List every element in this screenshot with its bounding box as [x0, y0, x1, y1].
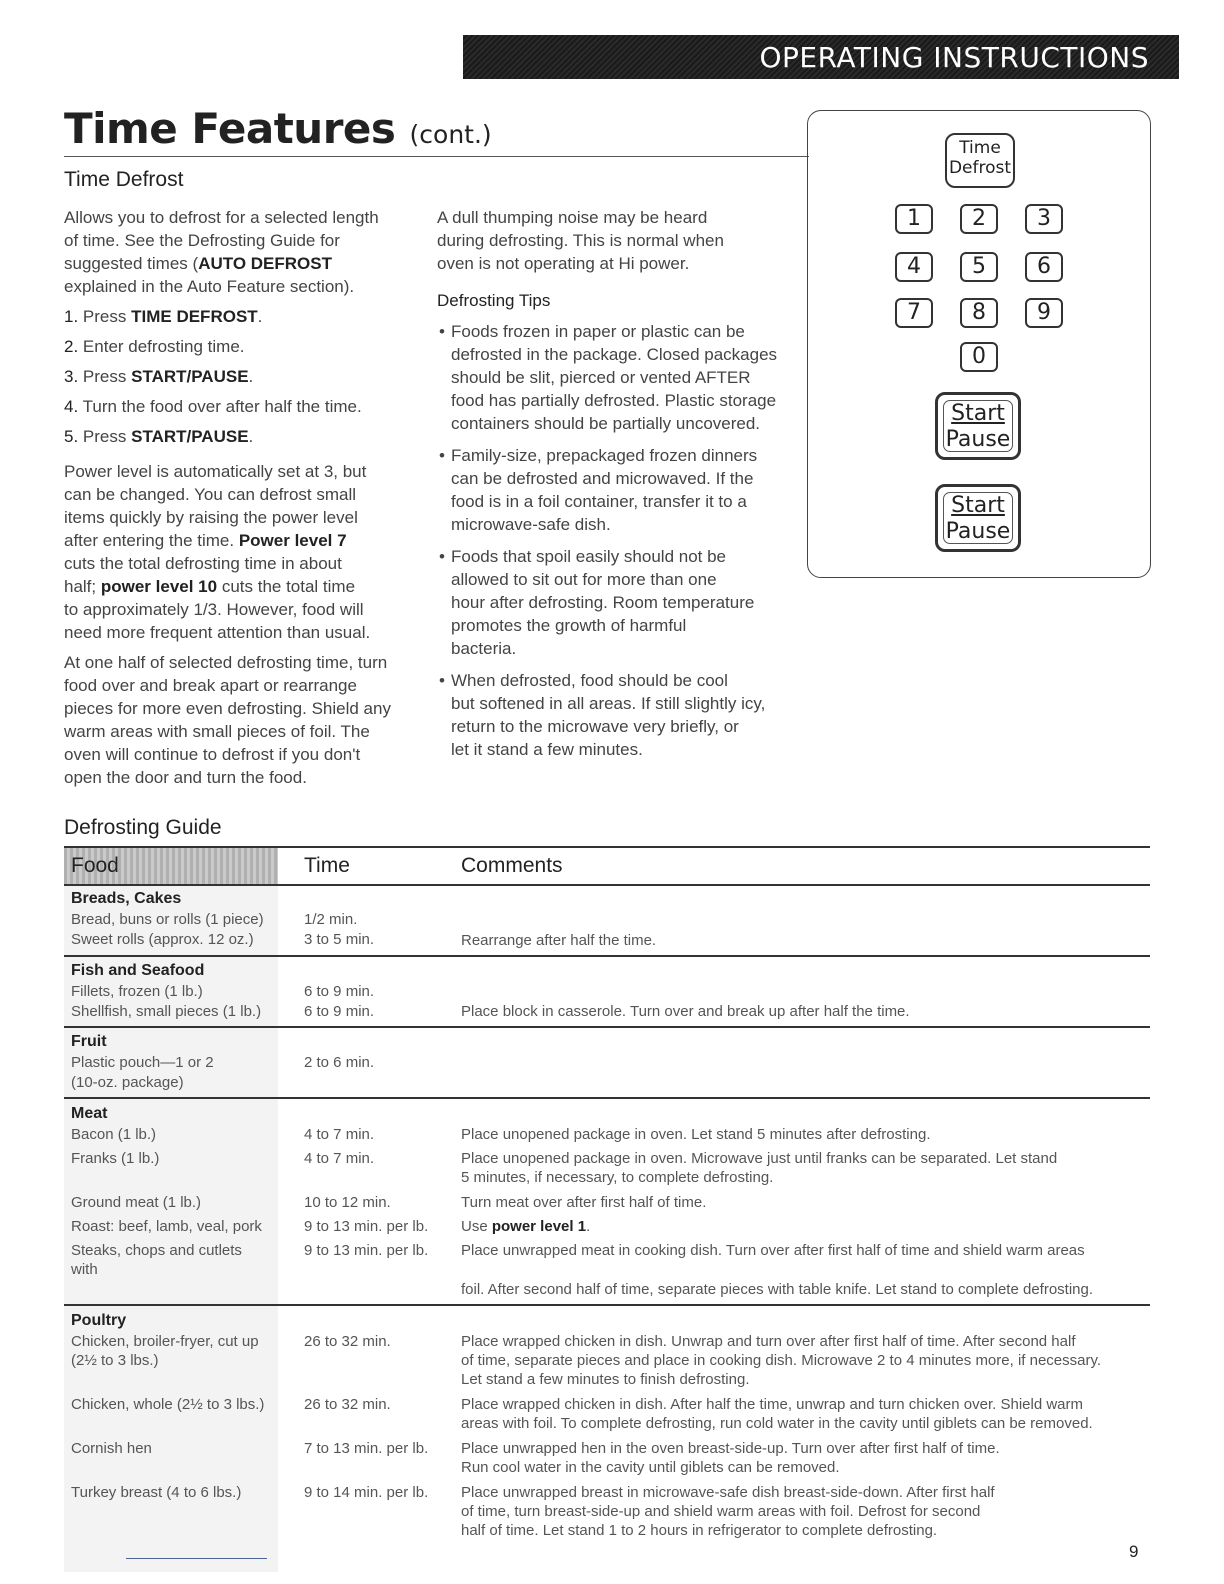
digit-key-8: 8 — [960, 298, 998, 328]
tip-4: • When defrosted, food should be cool but softened in all areas. If still slightly icy, return to the microwave very briefly, or let it stand a few minutes. — [437, 669, 787, 761]
food-cell: Fillets, frozen (1 lb.) — [71, 983, 203, 1000]
page-title: Time Features (cont.) — [64, 104, 492, 153]
time-cell: 26 to 32 min. — [304, 1333, 391, 1350]
comment-cell: Place block in casserole. Turn over and break up after half the time. — [461, 1003, 910, 1020]
comment-cell: Place unwrapped meat in cooking dish. Turn over after first half of time and shield warm areas — [461, 1242, 1085, 1259]
digit-key-1: 1 — [895, 204, 933, 234]
step-1: 1. Press TIME DEFROST. — [64, 307, 263, 326]
time-defrost-key: Time Defrost — [945, 133, 1015, 188]
group-fish-seafood — [64, 957, 1150, 1028]
time-cell: 9 to 13 min. per lb. — [304, 1218, 429, 1235]
noise-paragraph: A dull thumping noise may be heard during defrosting. This is normal when oven is not operating at Hi power. — [437, 208, 724, 273]
comment-cell: Use power level 1. — [461, 1218, 591, 1235]
table-header — [64, 846, 1150, 886]
food-cell: Plastic pouch—1 or 2 — [71, 1054, 214, 1071]
food-cell: Shellfish, small pieces (1 lb.) — [71, 1003, 262, 1020]
digit-key-3: 3 — [1025, 204, 1063, 234]
food-cell: Turkey breast (4 to 6 lbs.) — [71, 1484, 242, 1501]
title-divider — [64, 156, 809, 157]
category-label: Fish and Seafood — [71, 962, 205, 979]
section-banner — [463, 35, 1179, 79]
category-label: Breads, Cakes — [71, 890, 182, 907]
comment-cell: Rearrange after half the time. — [461, 932, 657, 949]
comment-cell: Place wrapped chicken in dish. Unwrap and turn over after first half of time. After second half of time, separate pieces and place in cooking dish. Microwave 2 to 4 minutes more, if necessary. Let stand a few minutes to finish defrosting. — [461, 1333, 1102, 1388]
food-cell: Chicken, whole (2½ to 3 lbs.) — [71, 1396, 265, 1413]
food-cell: Bacon (1 lb.) — [71, 1126, 157, 1143]
food-cell: Roast: beef, lamb, veal, pork — [71, 1218, 262, 1235]
title-suffix: (cont.) — [409, 120, 492, 149]
defrosting-guide-table — [64, 846, 1150, 1572]
digit-key-6: 6 — [1025, 252, 1063, 282]
group-fruit — [64, 1028, 1150, 1099]
banner-text: OPERATING INSTRUCTIONS — [759, 41, 1149, 74]
category-label: Meat — [71, 1105, 108, 1122]
column-food: Food — [71, 854, 119, 877]
comment-cell: Place unopened package in oven. Let stand 5 minutes after defrosting. — [461, 1126, 931, 1143]
time-cell: 4 to 7 min. — [304, 1150, 375, 1167]
food-cell: Sweet rolls (approx. 12 oz.) — [71, 931, 254, 948]
category-label: Poultry — [71, 1312, 127, 1329]
comment-cell: Place unwrapped breast in microwave-safe dish breast-side-down. After first half of time, turn breast-side-up and shield warm areas with foil. Defrost for second half of time. Let stand 1 to 2 hours in refrigerator to complete defrosting. — [461, 1484, 995, 1539]
time-cell: 6 to 9 min. — [304, 1003, 375, 1020]
group-poultry — [64, 1306, 1150, 1572]
food-cell: Steaks, chops and cutlets with — [71, 1242, 242, 1278]
time-cell: 1/2 min. — [304, 911, 358, 928]
intro-paragraph: Allows you to defrost for a selected length of time. See the Defrosting Guide for suggested times (AUTO DEFROST explained in the Auto Feature section). — [64, 208, 379, 296]
time-cell: 7 to 13 min. per lb. — [304, 1440, 429, 1457]
digit-key-7: 7 — [895, 298, 933, 328]
time-cell: 3 to 5 min. — [304, 931, 375, 948]
food-cell: Cornish hen — [71, 1440, 152, 1457]
digit-key-0: 0 — [960, 342, 998, 372]
food-cell: Chicken, broiler-fryer, cut up (2½ to 3 lbs.) — [71, 1333, 259, 1369]
time-defrost-heading: Time Defrost — [64, 168, 184, 191]
comment-cell: Turn meat over after first half of time. — [461, 1194, 707, 1211]
time-cell: 9 to 13 min. per lb. — [304, 1242, 429, 1259]
time-cell: 4 to 7 min. — [304, 1126, 375, 1143]
time-cell: 6 to 9 min. — [304, 983, 375, 1000]
column-time: Time — [304, 854, 350, 877]
food-cell: (10-oz. package) — [71, 1074, 184, 1091]
column-comments: Comments — [461, 854, 563, 877]
time-cell: 2 to 6 min. — [304, 1054, 375, 1071]
digit-key-5: 5 — [960, 252, 998, 282]
group-breads-cakes — [64, 886, 1150, 957]
time-cell: 10 to 12 min. — [304, 1194, 391, 1211]
step-2: 2. Enter defrosting time. — [64, 337, 245, 356]
time-cell: 9 to 14 min. per lb. — [304, 1484, 429, 1501]
digit-key-2: 2 — [960, 204, 998, 234]
group-meat — [64, 1099, 1150, 1306]
tips-column — [437, 206, 787, 770]
time-defrost-column — [64, 206, 414, 796]
digit-key-9: 9 — [1025, 298, 1063, 328]
start-pause-key-second: Start Pause — [935, 484, 1021, 552]
category-label: Fruit — [71, 1033, 107, 1050]
step-5: 5. Press START/PAUSE. — [64, 427, 254, 446]
power-level-paragraph: Power level is automatically set at 3, but can be changed. You can defrost small items quickly by raising the power level after entering the time. Power level 7 cuts the total defrosting time in about half; power level 10 cuts the total time to approximately 1/3. However, food will need more frequent attention than usual. — [64, 462, 371, 642]
food-cell: Bread, buns or rolls (1 piece) — [71, 911, 264, 928]
comment-cell: Place unwrapped hen in the oven breast-side-up. Turn over after first half of time. Run cool water in the cavity until giblets can be removed. — [461, 1440, 1000, 1476]
comment-cell: Place wrapped chicken in dish. After half the time, unwrap and turn chicken over. Shield warm areas with foil. To complete defrosting, run cold water in the cavity until giblets can be removed. — [461, 1396, 1093, 1432]
time-cell: 26 to 32 min. — [304, 1396, 391, 1413]
comment-cell: Place unopened package in oven. Microwave just until franks can be separated. Let stand 5 minutes, if necessary, to complete defrosting. — [461, 1150, 1058, 1186]
keypad-panel — [807, 110, 1151, 578]
footer-rule — [126, 1558, 267, 1559]
tip-3: • Foods that spoil easily should not be allowed to sit out for more than one hour after defrosting. Room temperature promotes the growth of harmful bacteria. — [437, 545, 787, 660]
tip-2: • Family-size, prepackaged frozen dinners can be defrosted and microwaved. If the food is in a foil container, transfer it to a microwave-safe dish. — [437, 444, 787, 536]
tip-1: • Foods frozen in paper or plastic can be defrosted in the package. Closed packages should be slit, pierced or vented AFTER food has partially defrosted. Plastic storage containers should be partially uncovered. — [437, 320, 787, 435]
defrosting-tips-heading: Defrosting Tips — [437, 291, 551, 310]
step-3: 3. Press START/PAUSE. — [64, 367, 254, 386]
defrosting-guide-heading: Defrosting Guide — [64, 816, 222, 839]
food-cell: Franks (1 lb.) — [71, 1150, 160, 1167]
comment-cell-continued: foil. After second half of time, separate pieces with table knife. Let stand to complete defrosting. — [461, 1281, 1094, 1298]
start-pause-key: Start Pause — [935, 392, 1021, 460]
half-time-paragraph: At one half of selected defrosting time, turn food over and break apart or rearrange pieces for more even defrosting. Shield any warm areas with small pieces of foil. The oven will continue to defrost if you don't open the door and turn the food. — [64, 653, 391, 787]
page-number: 9 — [1129, 1542, 1139, 1561]
digit-key-4: 4 — [895, 252, 933, 282]
step-4: 4. Turn the food over after half the time. — [64, 397, 362, 416]
food-cell: Ground meat (1 lb.) — [71, 1194, 202, 1211]
